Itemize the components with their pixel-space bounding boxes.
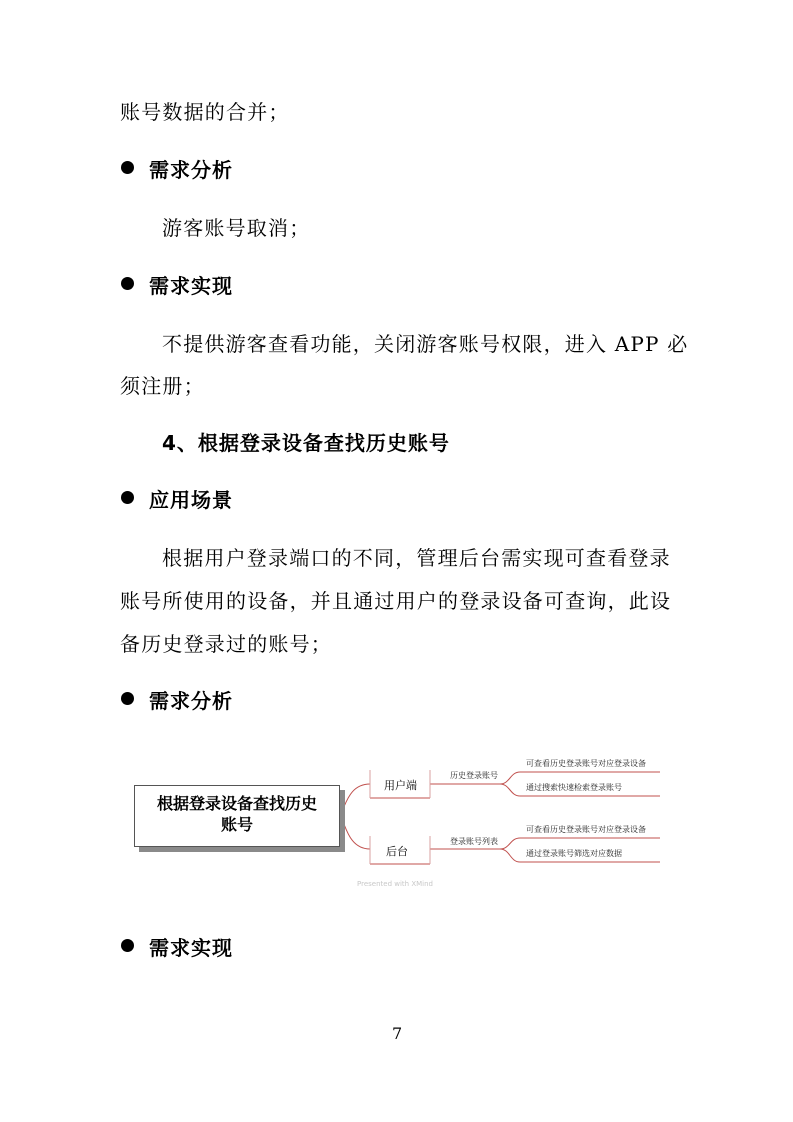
paragraph-account-merge: 账号数据的合并； — [120, 100, 290, 124]
heading-requirement-analysis-1: 需求分析 — [149, 158, 233, 182]
leaf-view-history-devices-backend: 可查看历史登录账号对应登录设备 — [526, 825, 646, 834]
section-heading: 4、根据登录设备查找历史账号 — [162, 431, 450, 455]
paragraph-scenario-line2: 账号所使用的设备，并且通过用户的登录设备可查询，此设 — [120, 589, 672, 613]
sub-history-accounts: 历史登录账号 — [450, 771, 498, 780]
xmind-watermark: Presented with XMind — [357, 880, 433, 888]
paragraph-guest-cancel: 游客账号取消； — [162, 216, 311, 240]
branch-user-end: 用户端 — [384, 779, 417, 792]
paragraph-guest-disable-line2: 须注册； — [120, 374, 205, 398]
branch-backend: 后台 — [386, 845, 408, 858]
heading-requirement-analysis-2: 需求分析 — [149, 689, 233, 713]
paragraph-guest-disable-line1: 不提供游客查看功能，关闭游客账号权限，进入 APP 必 — [162, 332, 689, 356]
root-node-label: 根据登录设备查找历史账号 — [156, 794, 317, 834]
heading-requirement-implementation-2: 需求实现 — [149, 936, 233, 960]
page-number: 7 — [392, 1024, 403, 1043]
sub-account-list: 登录账号列表 — [450, 837, 498, 846]
heading-requirement-implementation-1: 需求实现 — [149, 274, 233, 298]
heading-application-scenario: 应用场景 — [149, 488, 233, 512]
leaf-filter-by-account: 通过登录账号筛选对应数据 — [526, 849, 622, 858]
paragraph-scenario-line3: 备历史登录过的账号； — [120, 632, 332, 656]
leaf-search-accounts: 通过搜索快速检索登录账号 — [526, 783, 622, 792]
paragraph-scenario-line1: 根据用户登录端口的不同，管理后台需实现可查看登录 — [162, 546, 671, 570]
bullet-dot — [121, 939, 134, 952]
leaf-view-history-devices: 可查看历史登录账号对应登录设备 — [526, 759, 646, 768]
